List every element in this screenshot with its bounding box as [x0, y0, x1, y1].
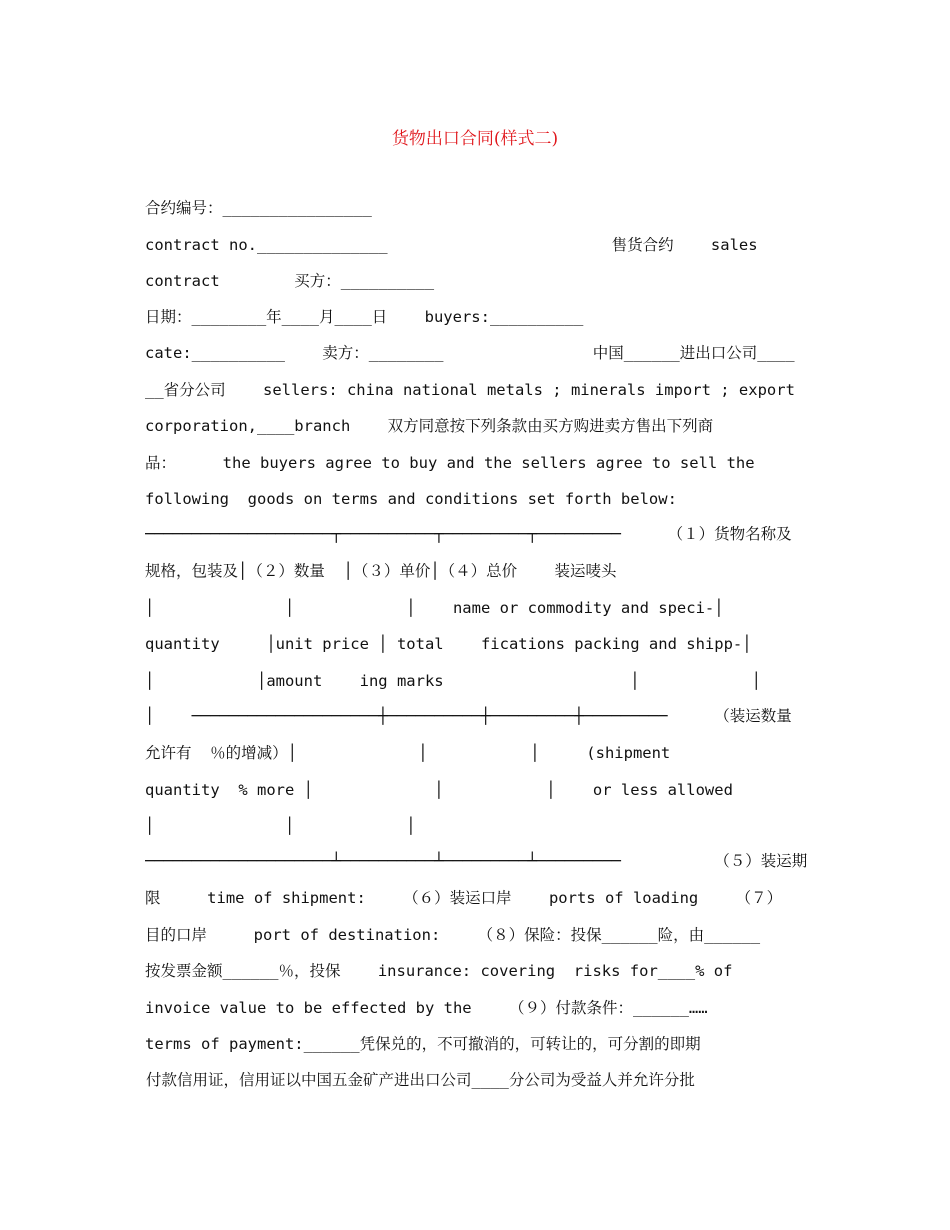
table-bottom-rule: ────────────────────┴──────────┴─────────┴───────── （５）装运期 — [145, 852, 808, 870]
table-header-row-4: │ │amount ing marks │ │ — [145, 672, 761, 690]
buyer-line: contract 买方：__________ — [145, 272, 435, 290]
table-middle-rule: │ ────────────────────┼──────────┼─────────┼───────── （装运数量 — [145, 707, 792, 725]
table-header-row-1: 规格，包装及│（２）数量 │（３）单价│（４）总价 装运唛头 — [145, 562, 617, 580]
shipment-line: 限 time of shipment: （６）装运口岸 ports of loading （７） — [145, 889, 783, 907]
contract-number-line: 合约编号：________________ — [145, 199, 372, 217]
destination-line: 目的口岸 port of destination: （８）保险：投保______险，由______ — [145, 926, 761, 944]
agreement-line: corporation,____branch 双方同意按下列条款由买方购进卖方售出下列商 — [145, 417, 714, 435]
table-row-7: │ │ │ — [145, 817, 416, 835]
payment-line: invoice value to be effected by the （９）付款条件：______…… — [145, 999, 708, 1017]
agreement-en-line-2: following goods on terms and conditions set forth below: — [145, 490, 677, 508]
document-title: 货物出口合同(样式二) — [391, 129, 559, 149]
letter-of-credit-line: 付款信用证，信用证以中国五金矿产进出口公司____分公司为受益人并允许分批 — [146, 1071, 695, 1089]
table-row-6: quantity % more │ │ │ or less allowed — [145, 781, 733, 799]
table-top-rule: ────────────────────┬──────────┬─────────┬───────── （１）货物名称及 — [145, 525, 792, 543]
contract-no-line: contract no.______________ 售货合约 sales — [145, 236, 758, 254]
seller-detail-line: __省分公司 sellers: china national metals ; minerals import ; export — [145, 381, 795, 399]
agreement-en-line: 品： the buyers agree to buy and the sellers agree to sell the — [145, 454, 755, 472]
seller-line: cate:__________ 卖方：________ 中国______进出口公司____ — [145, 344, 795, 362]
table-row-5: 允许有 ％的增减）│ │ │ (shipment — [145, 744, 671, 762]
insurance-line: 按发票金额______％，投保 insurance: covering risks for____% of — [145, 962, 733, 980]
table-header-row-3: quantity │unit price │ total fications packing and shipp-│ — [145, 635, 752, 653]
payment-terms-line: terms of payment:______凭保兑的，不可撤消的，可转让的，可分割的即期 — [145, 1035, 701, 1053]
table-header-row-2: │ │ │ name or commodity and speci-│ — [145, 599, 724, 617]
date-line: 日期：________年____月____日 buyers:__________ — [145, 308, 584, 326]
